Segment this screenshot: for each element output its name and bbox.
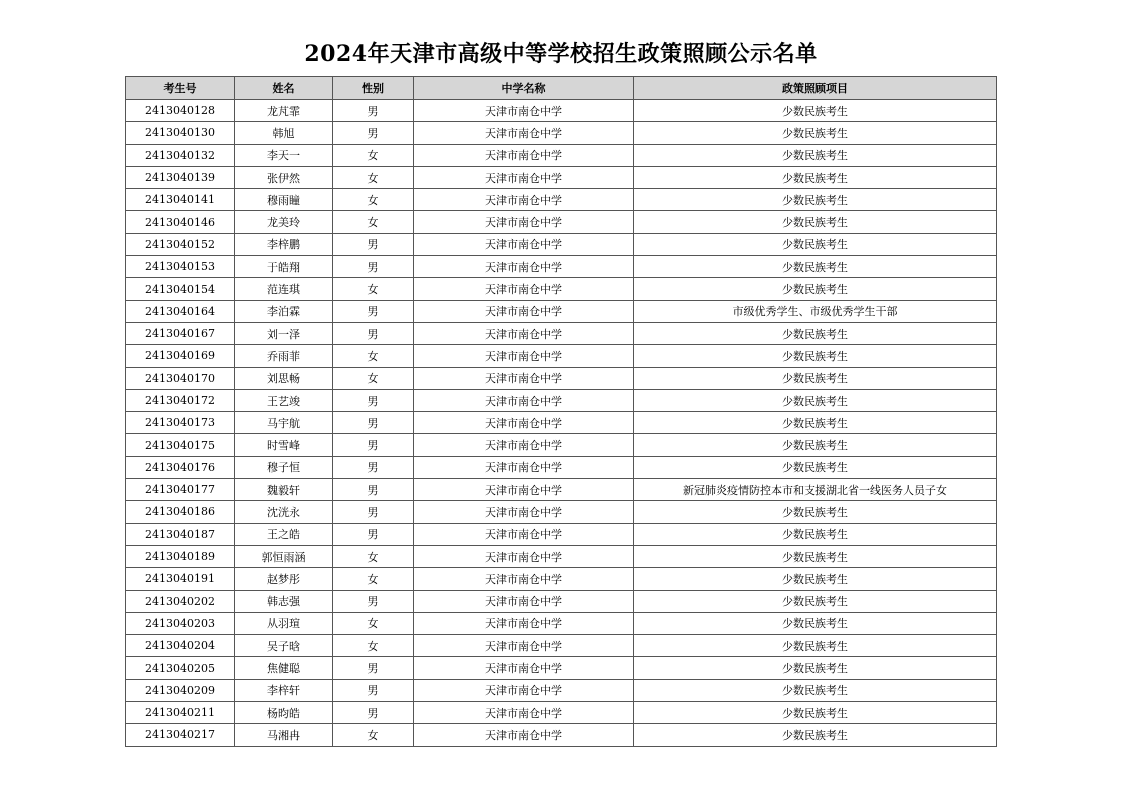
cell-gender: 男 [333, 501, 414, 523]
cell-policy: 少数民族考生 [634, 456, 997, 478]
cell-name: 沈洸永 [235, 501, 333, 523]
cell-name: 范连琪 [235, 278, 333, 300]
cell-policy: 少数民族考生 [634, 635, 997, 657]
cell-school: 天津市南仓中学 [414, 590, 634, 612]
cell-gender: 男 [333, 523, 414, 545]
cell-name: 马湘冉 [235, 724, 333, 746]
cell-school: 天津市南仓中学 [414, 657, 634, 679]
cell-name: 乔雨菲 [235, 345, 333, 367]
cell-exam-number: 2413040132 [126, 144, 235, 166]
cell-school: 天津市南仓中学 [414, 412, 634, 434]
cell-name: 穆雨瞳 [235, 189, 333, 211]
table-row [126, 635, 997, 657]
cell-school: 天津市南仓中学 [414, 122, 634, 144]
table-row [126, 590, 997, 612]
cell-policy: 少数民族考生 [634, 122, 997, 144]
cell-gender: 男 [333, 300, 414, 322]
cell-policy: 少数民族考生 [634, 657, 997, 679]
table-body [126, 100, 997, 747]
cell-name: 焦健聪 [235, 657, 333, 679]
table-row [126, 166, 997, 188]
cell-exam-number: 2413040139 [126, 166, 235, 188]
cell-policy: 少数民族考生 [634, 211, 997, 233]
cell-gender: 女 [333, 367, 414, 389]
cell-name: 魏毅轩 [235, 479, 333, 501]
table-row [126, 568, 997, 590]
table-row [126, 300, 997, 322]
cell-school: 天津市南仓中学 [414, 211, 634, 233]
cell-name: 刘一泽 [235, 322, 333, 344]
cell-name: 韩旭 [235, 122, 333, 144]
cell-gender: 女 [333, 166, 414, 188]
table-row [126, 345, 997, 367]
cell-exam-number: 2413040189 [126, 545, 235, 567]
cell-gender: 男 [333, 412, 414, 434]
cell-gender: 女 [333, 211, 414, 233]
header-exam-number: 考生号 [126, 77, 235, 100]
table-row [126, 122, 997, 144]
cell-policy: 少数民族考生 [634, 523, 997, 545]
cell-gender: 女 [333, 345, 414, 367]
header-row [126, 77, 997, 100]
cell-gender: 女 [333, 635, 414, 657]
cell-school: 天津市南仓中学 [414, 612, 634, 634]
cell-exam-number: 2413040191 [126, 568, 235, 590]
table-row [126, 501, 997, 523]
cell-name: 李泊霖 [235, 300, 333, 322]
cell-school: 天津市南仓中学 [414, 389, 634, 411]
cell-policy: 少数民族考生 [634, 545, 997, 567]
cell-school: 天津市南仓中学 [414, 278, 634, 300]
cell-exam-number: 2413040205 [126, 657, 235, 679]
cell-exam-number: 2413040187 [126, 523, 235, 545]
cell-name: 从羽瑄 [235, 612, 333, 634]
cell-exam-number: 2413040211 [126, 702, 235, 724]
cell-policy: 市级优秀学生、市级优秀学生干部 [634, 300, 997, 322]
cell-school: 天津市南仓中学 [414, 679, 634, 701]
cell-name: 于皓翔 [235, 256, 333, 278]
cell-name: 杨昀皓 [235, 702, 333, 724]
cell-gender: 男 [333, 434, 414, 456]
cell-policy: 少数民族考生 [634, 501, 997, 523]
cell-exam-number: 2413040167 [126, 322, 235, 344]
cell-name: 王之皓 [235, 523, 333, 545]
cell-school: 天津市南仓中学 [414, 144, 634, 166]
cell-gender: 男 [333, 322, 414, 344]
cell-gender: 男 [333, 702, 414, 724]
cell-school: 天津市南仓中学 [414, 456, 634, 478]
cell-name: 马宇航 [235, 412, 333, 434]
cell-school: 天津市南仓中学 [414, 523, 634, 545]
cell-exam-number: 2413040203 [126, 612, 235, 634]
cell-school: 天津市南仓中学 [414, 635, 634, 657]
cell-policy: 少数民族考生 [634, 166, 997, 188]
cell-gender: 女 [333, 189, 414, 211]
cell-school: 天津市南仓中学 [414, 100, 634, 122]
cell-name: 韩志强 [235, 590, 333, 612]
table-row [126, 278, 997, 300]
cell-exam-number: 2413040153 [126, 256, 235, 278]
cell-exam-number: 2413040169 [126, 345, 235, 367]
cell-name: 郭恒雨涵 [235, 545, 333, 567]
cell-gender: 男 [333, 590, 414, 612]
cell-policy: 新冠肺炎疫情防控本市和支援湖北省一线医务人员子女 [634, 479, 997, 501]
cell-school: 天津市南仓中学 [414, 189, 634, 211]
table-row [126, 322, 997, 344]
cell-policy: 少数民族考生 [634, 702, 997, 724]
cell-policy: 少数民族考生 [634, 389, 997, 411]
cell-name: 时雪峰 [235, 434, 333, 456]
cell-school: 天津市南仓中学 [414, 166, 634, 188]
cell-gender: 女 [333, 612, 414, 634]
cell-school: 天津市南仓中学 [414, 434, 634, 456]
cell-gender: 女 [333, 545, 414, 567]
cell-policy: 少数民族考生 [634, 100, 997, 122]
cell-policy: 少数民族考生 [634, 345, 997, 367]
cell-exam-number: 2413040209 [126, 679, 235, 701]
cell-gender: 男 [333, 256, 414, 278]
cell-exam-number: 2413040217 [126, 724, 235, 746]
cell-gender: 女 [333, 568, 414, 590]
table-row [126, 233, 997, 255]
header-gender: 性别 [333, 77, 414, 100]
table-row [126, 189, 997, 211]
table-row [126, 434, 997, 456]
cell-exam-number: 2413040130 [126, 122, 235, 144]
cell-name: 李梓轩 [235, 679, 333, 701]
header-policy: 政策照顾项目 [634, 77, 997, 100]
table-row [126, 612, 997, 634]
cell-exam-number: 2413040202 [126, 590, 235, 612]
table-row [126, 724, 997, 746]
cell-gender: 女 [333, 724, 414, 746]
table-row [126, 100, 997, 122]
cell-exam-number: 2413040204 [126, 635, 235, 657]
cell-policy: 少数民族考生 [634, 590, 997, 612]
cell-school: 天津市南仓中学 [414, 367, 634, 389]
cell-policy: 少数民族考生 [634, 367, 997, 389]
table-row [126, 412, 997, 434]
cell-school: 天津市南仓中学 [414, 322, 634, 344]
roster-table [125, 76, 997, 747]
table-row [126, 545, 997, 567]
cell-name: 穆子恒 [235, 456, 333, 478]
cell-school: 天津市南仓中学 [414, 256, 634, 278]
cell-name: 李梓鹏 [235, 233, 333, 255]
cell-exam-number: 2413040128 [126, 100, 235, 122]
cell-gender: 男 [333, 233, 414, 255]
table-row [126, 367, 997, 389]
cell-gender: 男 [333, 679, 414, 701]
cell-school: 天津市南仓中学 [414, 345, 634, 367]
cell-school: 天津市南仓中学 [414, 724, 634, 746]
table-row [126, 702, 997, 724]
cell-school: 天津市南仓中学 [414, 233, 634, 255]
table-row [126, 657, 997, 679]
table-row [126, 211, 997, 233]
cell-policy: 少数民族考生 [634, 434, 997, 456]
cell-name: 刘思畅 [235, 367, 333, 389]
table-row [126, 479, 997, 501]
cell-exam-number: 2413040154 [126, 278, 235, 300]
cell-gender: 男 [333, 456, 414, 478]
table-row [126, 389, 997, 411]
table-header [126, 77, 997, 100]
cell-gender: 女 [333, 144, 414, 166]
cell-name: 李天一 [235, 144, 333, 166]
cell-policy: 少数民族考生 [634, 679, 997, 701]
cell-exam-number: 2413040186 [126, 501, 235, 523]
header-school: 中学名称 [414, 77, 634, 100]
cell-gender: 女 [333, 278, 414, 300]
cell-school: 天津市南仓中学 [414, 568, 634, 590]
cell-policy: 少数民族考生 [634, 412, 997, 434]
cell-school: 天津市南仓中学 [414, 702, 634, 724]
cell-name: 龙美玲 [235, 211, 333, 233]
cell-school: 天津市南仓中学 [414, 545, 634, 567]
page-title: 2024年天津市高级中等学校招生政策照顾公示名单 [304, 41, 818, 67]
cell-exam-number: 2413040170 [126, 367, 235, 389]
cell-exam-number: 2413040175 [126, 434, 235, 456]
cell-exam-number: 2413040164 [126, 300, 235, 322]
cell-name: 张伊然 [235, 166, 333, 188]
cell-policy: 少数民族考生 [634, 568, 997, 590]
table-row [126, 256, 997, 278]
cell-gender: 男 [333, 389, 414, 411]
cell-policy: 少数民族考生 [634, 189, 997, 211]
cell-name: 龙芃霏 [235, 100, 333, 122]
cell-policy: 少数民族考生 [634, 256, 997, 278]
cell-gender: 男 [333, 657, 414, 679]
table-row [126, 456, 997, 478]
cell-gender: 男 [333, 122, 414, 144]
cell-policy: 少数民族考生 [634, 724, 997, 746]
table-row [126, 679, 997, 701]
header-name: 姓名 [235, 77, 333, 100]
cell-exam-number: 2413040172 [126, 389, 235, 411]
cell-exam-number: 2413040176 [126, 456, 235, 478]
cell-policy: 少数民族考生 [634, 612, 997, 634]
cell-name: 吴子晗 [235, 635, 333, 657]
cell-gender: 男 [333, 100, 414, 122]
cell-policy: 少数民族考生 [634, 144, 997, 166]
table-row [126, 523, 997, 545]
cell-name: 王艺竣 [235, 389, 333, 411]
cell-school: 天津市南仓中学 [414, 479, 634, 501]
cell-policy: 少数民族考生 [634, 278, 997, 300]
cell-school: 天津市南仓中学 [414, 501, 634, 523]
cell-school: 天津市南仓中学 [414, 300, 634, 322]
cell-exam-number: 2413040146 [126, 211, 235, 233]
cell-exam-number: 2413040152 [126, 233, 235, 255]
cell-gender: 男 [333, 479, 414, 501]
cell-exam-number: 2413040141 [126, 189, 235, 211]
cell-policy: 少数民族考生 [634, 322, 997, 344]
table-row [126, 144, 997, 166]
cell-name: 赵梦彤 [235, 568, 333, 590]
cell-exam-number: 2413040173 [126, 412, 235, 434]
cell-policy: 少数民族考生 [634, 233, 997, 255]
cell-exam-number: 2413040177 [126, 479, 235, 501]
